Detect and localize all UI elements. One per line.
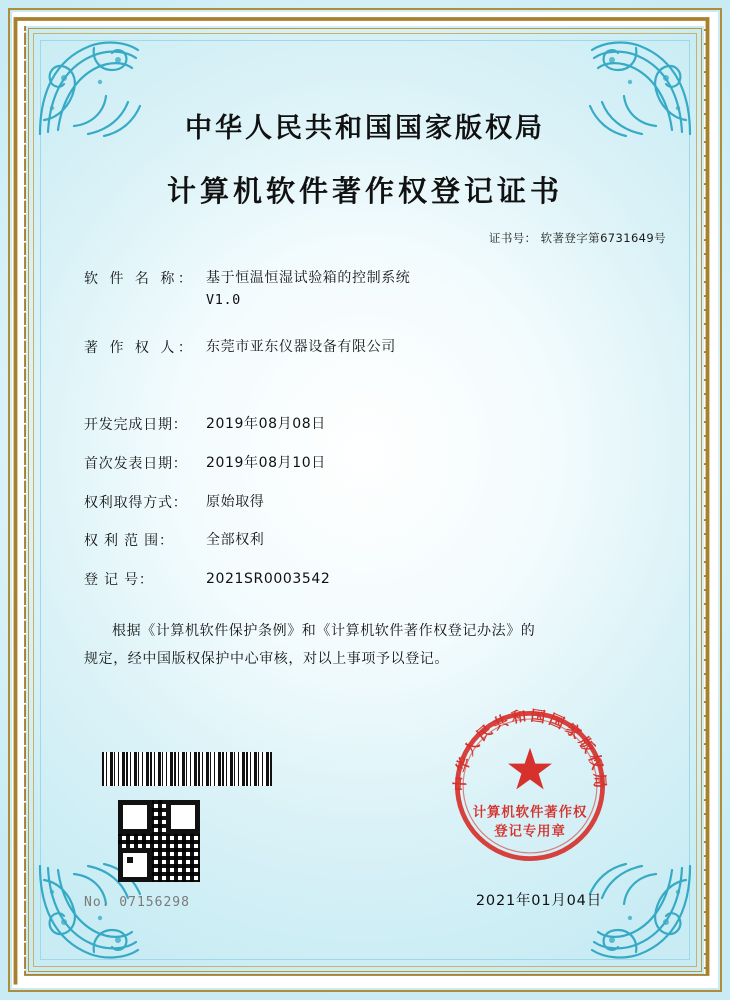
- field-software-name: [56, 268, 674, 311]
- field-value-first-publish-date: 2019年08月10日: [206, 454, 326, 471]
- spacer-3: [56, 400, 674, 414]
- field-value-development-date: 2019年08月08日: [206, 416, 326, 433]
- issuer-title: 中华人民共和国国家版权局: [185, 113, 545, 144]
- qr-eye-bottom-left: [118, 848, 152, 882]
- issue-date: 2021年01月04日: [475, 893, 602, 909]
- field-value-rights-scope: 全部权利: [206, 532, 265, 549]
- field-label-software-name: 软 件 名 称：: [84, 271, 196, 287]
- certificate-title: 计算机软件著作权登记证书: [166, 174, 563, 208]
- field-label-first-publish-date: 首次发表日期：: [84, 455, 188, 472]
- legal-statement-line-2: 规定，经中国版权保护中心审核，对以上事项予以登记。: [84, 650, 449, 667]
- barcode: [102, 752, 272, 786]
- field-label-development-date: 开发完成日期：: [84, 417, 188, 434]
- field-copyright-owner: [56, 337, 674, 359]
- field-first-publish-date: [56, 453, 674, 475]
- spacer-2: [56, 370, 674, 400]
- field-rights-scope: [56, 530, 674, 552]
- field-label-rights-scope: 权 利 范 围：: [84, 533, 174, 550]
- codes-area: [84, 752, 304, 882]
- certificate-number: 证书号： 软著登字第6731649号: [488, 231, 666, 245]
- field-label-registration-number: 登 记 号：: [84, 572, 154, 589]
- field-label-copyright-owner: 著 作 权 人：: [84, 339, 196, 356]
- software-name-text: 基于恒温恒湿试验箱的控制系统: [206, 270, 411, 286]
- field-label-acquisition-method: 权利取得方式：: [84, 494, 188, 511]
- field-value-registration-number: 2021SR0003542: [206, 571, 331, 588]
- official-seal-icon: [444, 700, 616, 872]
- field-value-software-name: [206, 268, 674, 311]
- svg-text:计算机软件著作权: 计算机软件著作权: [472, 805, 588, 821]
- field-value-acquisition-method: 原始取得: [206, 493, 265, 510]
- fields-primary: [56, 268, 674, 591]
- svg-text:登记专用章: 登记专用章: [494, 824, 566, 840]
- field-development-date: [56, 414, 674, 436]
- spacer-1: [56, 323, 674, 337]
- field-value-copyright-owner: 东莞市亚东仪器设备有限公司: [206, 338, 396, 355]
- certificate-content: [56, 60, 674, 940]
- legal-statement-line-1: 根据《计算机软件保护条例》和《计算机软件著作权登记办法》的: [112, 622, 536, 639]
- svg-text:中华人民共和国国家版权局: 中华人民共和国国家版权局: [451, 707, 609, 792]
- serial-number: No. 07156298: [84, 895, 190, 910]
- legal-statement: [56, 617, 674, 673]
- software-version-text: V1.0: [206, 291, 241, 308]
- field-acquisition-method: [56, 492, 674, 514]
- field-registration-number: [56, 569, 674, 591]
- qr-code: [118, 800, 200, 882]
